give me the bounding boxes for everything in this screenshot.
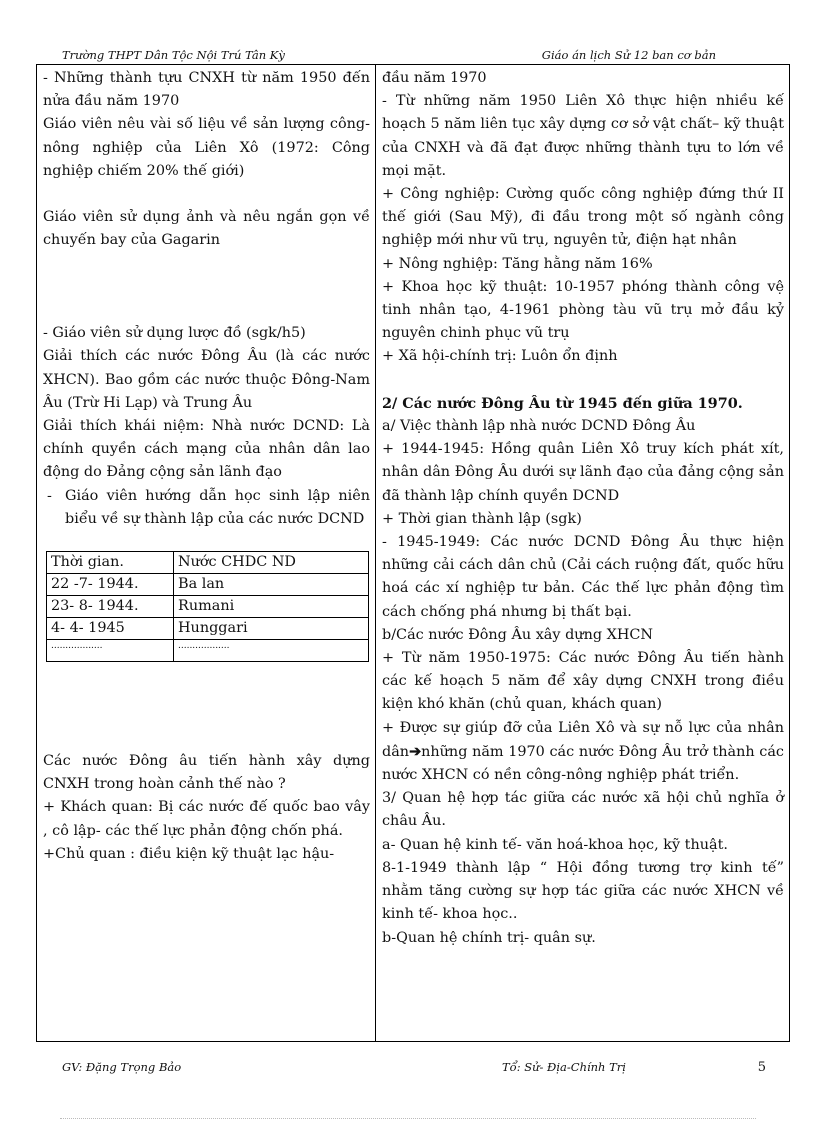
table-row [47,596,369,618]
table-row [47,640,369,662]
right-para: a/ Việc thành lập nhà nước DCND Đông Âu [382,418,696,435]
left-para: +Chủ quan : điều kiện kỹ thuật lạc hậu- [43,845,335,862]
right-para: + Khoa học kỹ thuật: 10-1957 phóng thành công vệ tinh nhân tạo, 4-1961 phòng tàu vũ trụ mở đầu kỷ nguyên chinh phục vũ trụ [382,278,784,342]
table-cell: 4- 4- 1945 [47,618,174,640]
right-para: + Từ năm 1950-1975: Các nước Đông Âu tiến hành các kế hoạch 5 năm để xây dựng CNXH trong điều kiện khó khăn (chủ quan, khách quan) [382,650,784,713]
left-para: Giải thích các nước Đông Âu (là các nước XHCN). Bao gồm các nước thuộc Đông-Nam Âu (Trừ Hi Lạp) và Trung Âu [43,348,370,411]
right-para [382,717,784,788]
right-para: - Từ những năm 1950 Liên Xô thực hiện nhiều kế hoạch 5 năm liên tục xây dựng cơ sở vật chất– kỹ thuật của CNXH và đã đạt được những thành tựu to lớn về mọi mặt. [382,93,784,179]
right-text: những năm 1970 các nước Đông Âu trở thành các nước XHCN có nền công-nông nghiệp phát triển. [382,743,784,784]
left-para: + Khách quan: Bị các nước đế quốc bao vây , cô lập- các thế lực phản động chốn phá. [43,799,370,839]
right-para: đầu năm 1970 [382,70,487,86]
left-para: Giải thích khái niệm: Nhà nước DCND: Là chính quyền cách mạng của nhân dân lao động do Đảng cộng sản lãnh đạo [43,417,370,481]
table-cell: Rumani [174,596,369,618]
right-para: + Thời gian thành lập (sgk) [382,510,582,527]
bottom-divider [60,1118,756,1119]
right-para: b/Các nước Đông Âu xây dựng XHCN [382,626,654,643]
teacher-activity-column [37,65,376,1041]
table-row [47,574,369,596]
table-cell: Ba lan [174,574,369,596]
table-cell: 23- 8- 1944. [47,596,174,618]
table-row [47,552,369,574]
table-header: Nước CHDC ND [174,552,369,574]
right-text: + Được sự giúp đỡ của Liên Xô và sự nỗ lực của nhân dân [382,719,784,760]
table-row [47,618,369,640]
school-name: Trường THPT Dân Tộc Nội Trú Tân Kỳ [62,48,285,62]
teacher-name: GV: Đặng Trọng Bảo [62,1060,182,1074]
right-para: 3/ Quan hệ hợp tác giữa các nước xã hội chủ nghĩa ở châu Âu. [382,790,784,830]
right-para: a- Quan hệ kinh tế- văn hoá-khoa học, kỹ thuật. [382,836,728,853]
founding-timeline-table [46,551,369,662]
left-para: Giáo viên nêu vài số liệu về sản lượng công-nông nghiệp của Liên Xô (1972: Công nghiệp chiếm 20% thế giới) [43,116,370,179]
left-para: Giáo viên sử dụng ảnh và nêu ngắn gọn về chuyến bay của Gagarin [43,209,370,249]
table-header: Thời gian. [47,552,174,574]
right-para: 8-1-1949 thành lập “ Hội đồng tương trợ kinh tế” nhằm tăng cường sự hợp tác giữa các nước XHCN về kinh tế- khoa học.. [382,859,784,923]
section-heading: 2/ Các nước Đông Âu từ 1945 đến giữa 1970. [382,394,743,412]
page-header [60,48,756,65]
table-cell: Hunggari [174,618,369,640]
table-cell: .................. [174,640,369,662]
table-cell: 22 -7- 1944. [47,574,174,596]
right-para: + Xã hội-chính trị: Luôn ổn định [382,348,618,365]
arrow-icon: ➔ [409,742,422,760]
left-para: - Những thành tựu CNXH từ năm 1950 đến nửa đầu năm 1970 [43,70,370,110]
subject-title: Giáo án lịch Sử 12 ban cơ bản [541,48,716,62]
lesson-table [36,64,790,1042]
content-column [376,65,789,1041]
department: Tổ: Sử- Địa-Chính Trị [502,1060,626,1074]
right-para: - 1945-1949: Các nước DCND Đông Âu thực hiện những cải cách dân chủ (Cải cách ruộng đất, quốc hữu hoá các xí nghiệp tư bản. Các thế lực phản động tìm cách chống phá nhưng bị thất bại. [382,534,784,620]
page-number: 5 [757,1060,766,1075]
left-para: Các nước Đông âu tiến hành xây dựng CNXH trong hoàn cảnh thế nào ? [43,753,370,793]
right-para: + 1944-1945: Hồng quân Liên Xô truy kích phát xít, nhân dân Đông Âu dưới sự lãnh đạo của đảng cộng sản đã thành lập chính quyền DCND [382,441,784,504]
right-para: + Nông nghiệp: Tăng hằng năm 16% [382,255,653,272]
left-para: - Giáo viên sử dụng lược đồ (sgk/h5) [43,325,306,342]
right-para: b-Quan hệ chính trị- quân sự. [382,929,596,946]
left-para: - Giáo viên hướng dẫn học sinh lập niên biểu về sự thành lập của các nước DCND [43,485,370,531]
right-para: + Công nghiệp: Cường quốc công nghiệp đứng thứ II thế giới (Sau Mỹ), đi đầu trong một số ngành công nghiệp mới như vũ trụ, nguyên tử, điện hạt nhân [382,186,784,249]
table-cell: .................. [47,640,174,662]
